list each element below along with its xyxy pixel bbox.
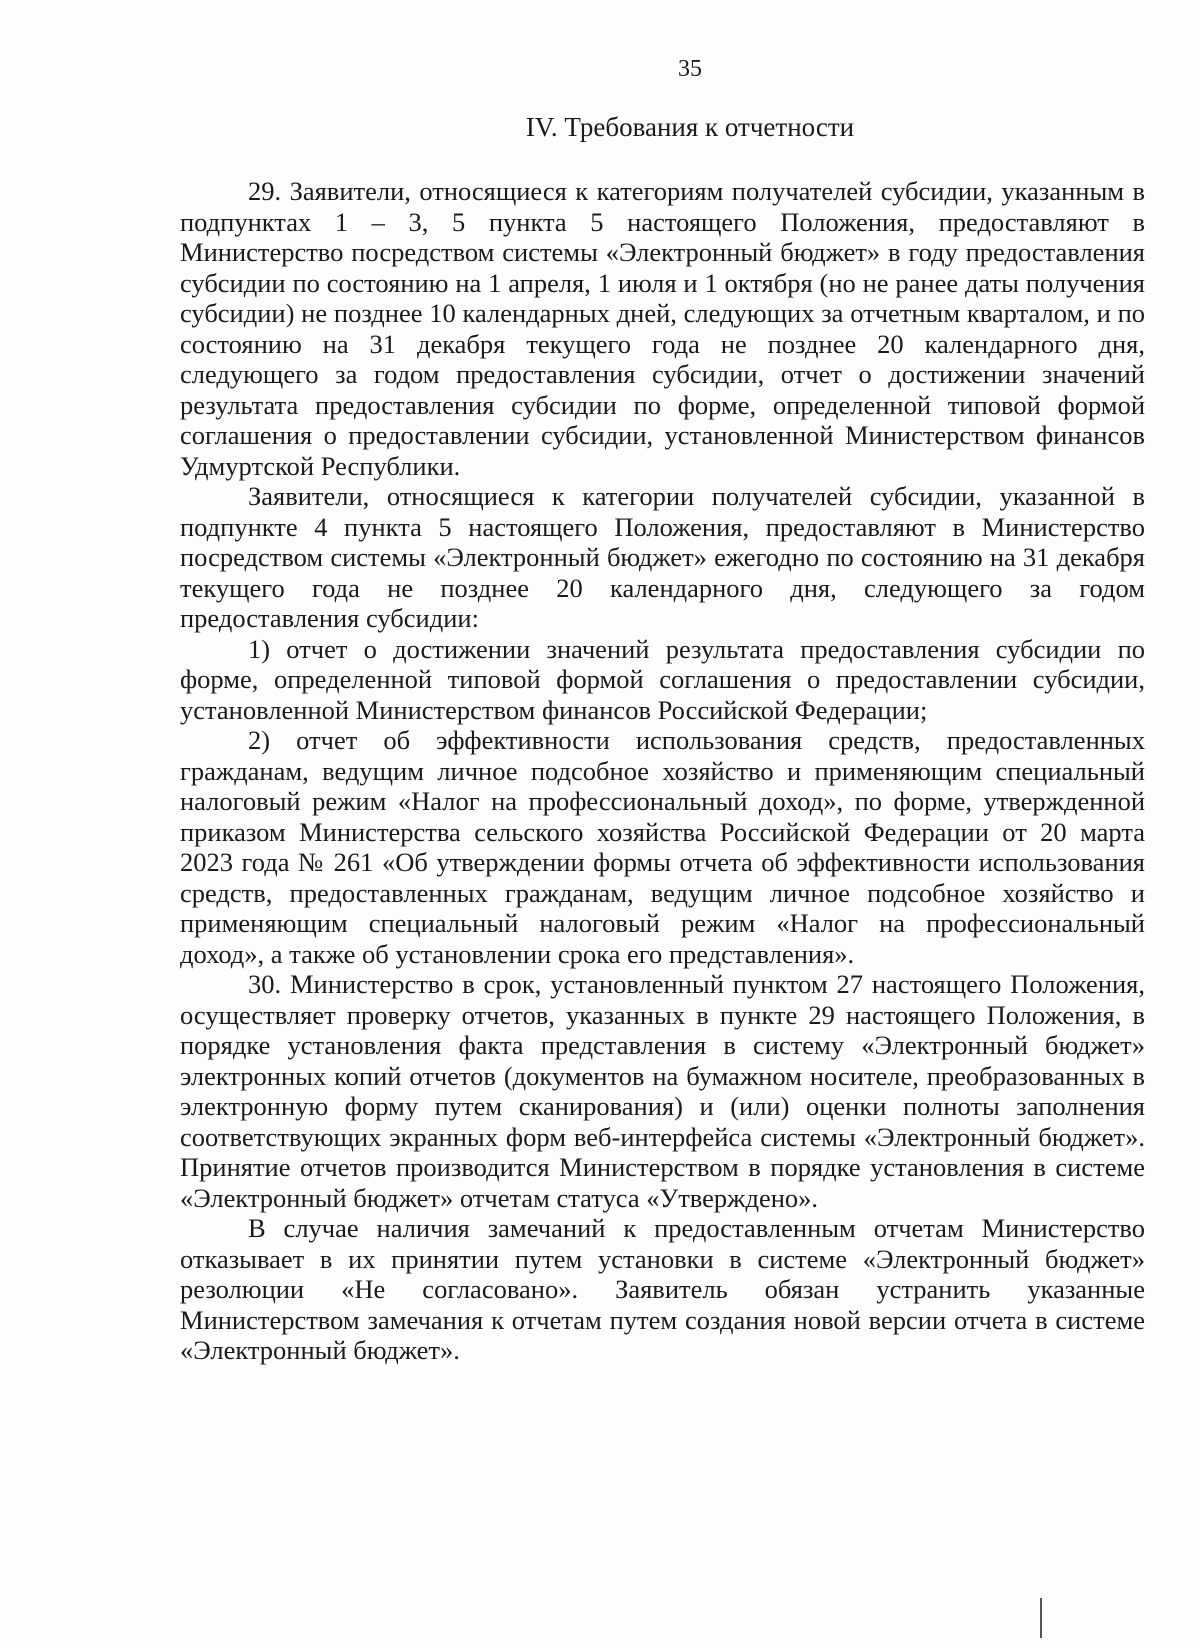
paragraph-30: 30. Министерство в срок, установленный пунктом 27 настоящего Положения, осуществляет проверку отчетов, указанных в пункте 29 настоящего Положения, в порядке установления факта представления в систему «Электронный бюджет» электронных копий отчетов (документов на бумажном носителе, преобразованных в электронную форму путем сканирования) и (или) оценки полноты заполнения соответствующих экранных форм веб-интерфейса системы «Электронный бюджет». Принятие отчетов производится Министерством в порядке установления в системе «Электронный бюджет» отчетам статуса «Утверждено».: [180, 969, 1145, 1213]
paragraph-29-item-1: 1) отчет о достижении значений результата предоставления субсидии по форме, определенной типовой формой соглашения о предоставлении субсидии, установленной Министерством финансов Российской Федерации;: [180, 633, 1145, 725]
paragraph-29-applicants-4: Заявители, относящиеся к категории получателей субсидии, указанной в подпункте 4 пункта 5 настоящего Положения, предоставляют в Министерство посредством системы «Электронный бюджет» ежегодно по состоянию на 31 декабря текущего года не позднее 20 календарного дня, следующего за годом предоставления субсидии:: [180, 481, 1145, 633]
document-body: [180, 176, 1145, 1366]
paragraph-30-remarks: В случае наличия замечаний к предоставленным отчетам Министерство отказывает в их принятии путем установки в системе «Электронный бюджет» резолюции «Не согласовано». Заявитель обязан устранить указанные Министерством замечания к отчетам путем создания новой версии отчета в системе «Электронный бюджет».: [180, 1213, 1145, 1365]
paragraph-29-item-2: 2) отчет об эффективности использования средств, предоставленных гражданам, ведущим личное подсобное хозяйство и применяющим специальный налоговый режим «Налог на профессиональный доход», по форме, утвержденной приказом Министерства сельского хозяйства Российской Федерации от 20 марта 2023 года № 261 «Об утверждении формы отчета об эффективности использования средств, предоставленных гражданам, ведущим личное подсобное хозяйство и применяющим специальный налоговый режим «Налог на профессиональный доход», а также об установлении срока его представления».: [180, 725, 1145, 969]
scan-artifact-line: [1040, 1598, 1042, 1638]
page-number: 35: [678, 56, 702, 82]
paragraph-29: 29. Заявители, относящиеся к категориям получателей субсидии, указанным в подпунктах 1 – 3, 5 пункта 5 настоящего Положения, предоставляют в Министерство посредством системы «Электронный бюджет» в году предоставления субсидии по состоянию на 1 апреля, 1 июля и 1 октября (но не ранее даты получения субсидии) не позднее 10 календарных дней, следующих за отчетным кварталом, и по состоянию на 31 декабря текущего года не позднее 20 календарного дня, следующего за годом предоставления субсидии, отчет о достижении значений результата предоставления субсидии по форме, определенной типовой формой соглашения о предоставлении субсидии, установленной Министерством финансов Удмуртской Республики.: [180, 176, 1145, 481]
section-title: IV. Требования к отчетности: [525, 112, 855, 142]
